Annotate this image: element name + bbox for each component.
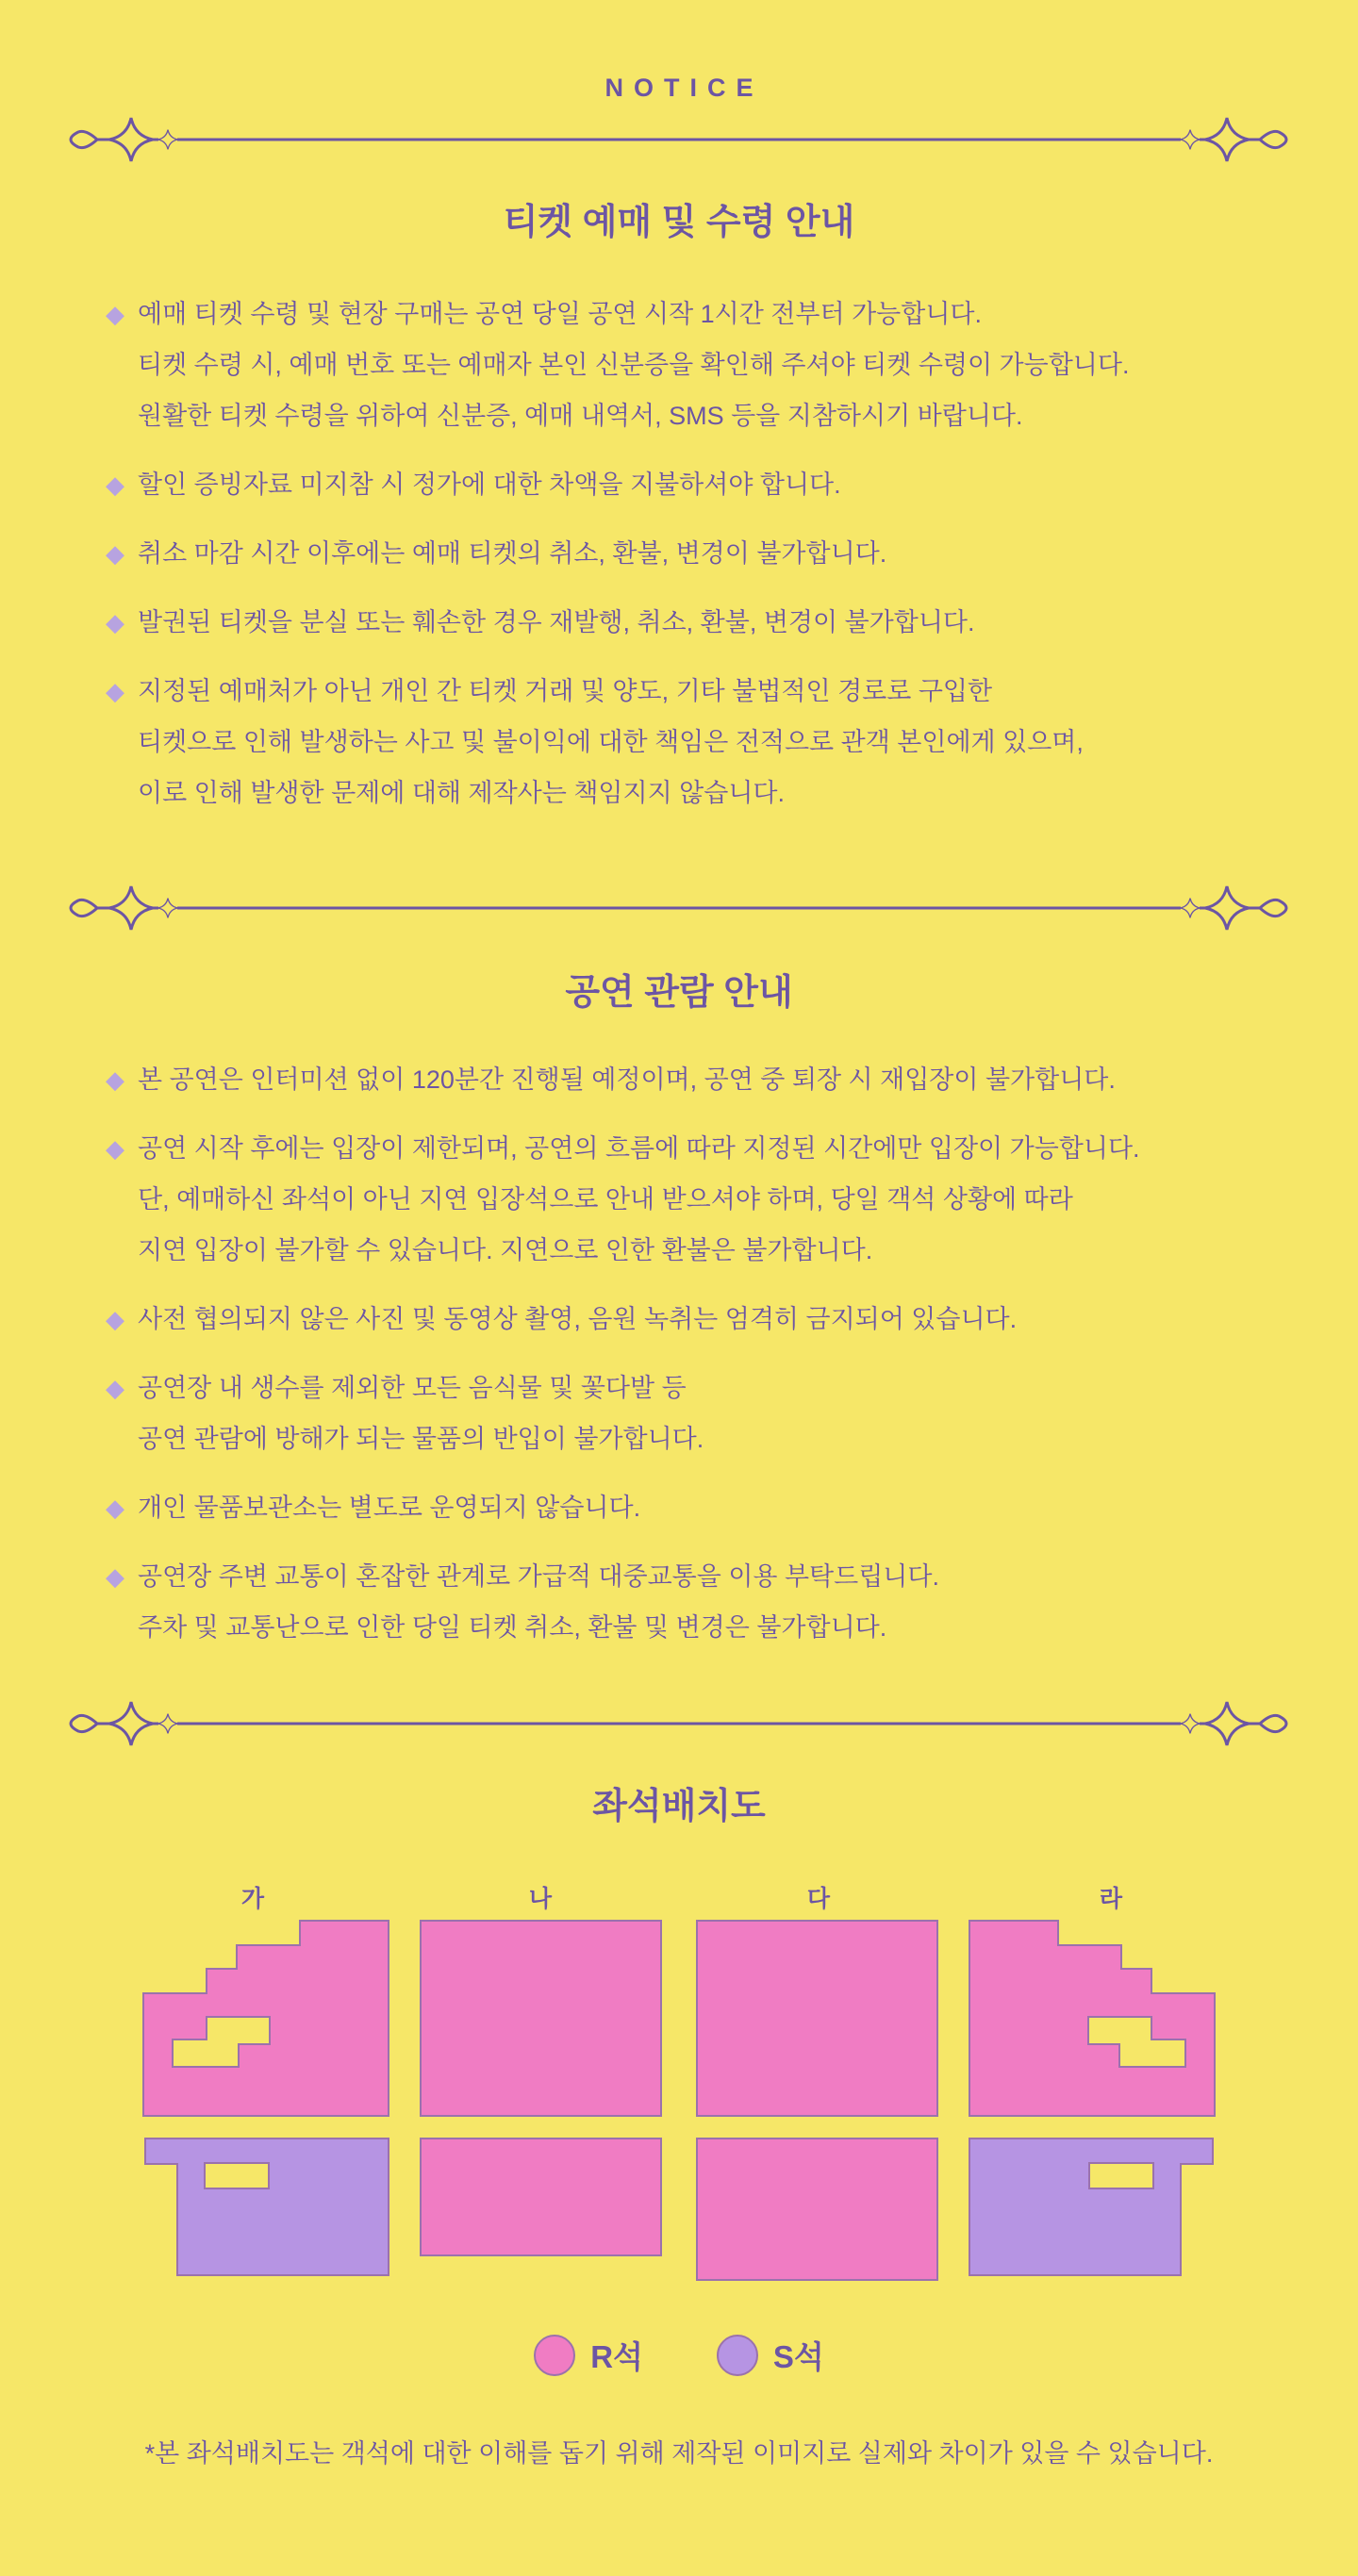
seat-section-label-na: 나 [528, 1886, 553, 1912]
legend-item-r [534, 2333, 643, 2377]
seat-section-label-ra: 라 [1099, 1886, 1123, 1912]
diamond-bullet-icon: ◆ [106, 1374, 124, 1402]
section-title-seatmap: 좌석배치도 [592, 1787, 766, 1826]
legend-label: R석 [590, 2339, 643, 2374]
seat-block-na-upper-r [421, 1921, 661, 2116]
list-item-line: 티켓 수령 시, 예매 번호 또는 예매자 본인 신분증을 확인해 주셔야 티켓 수령이 가능합니다. [138, 351, 1130, 379]
list-item-line: 개인 물품보관소는 별도로 운영되지 않습니다. [138, 1494, 641, 1522]
list-item-line: 사전 협의되지 않은 사진 및 동영상 촬영, 음원 녹취는 엄격히 금지되어 있습니다. [138, 1305, 1018, 1333]
diamond-bullet-icon: ◆ [106, 1305, 124, 1333]
diamond-bullet-icon: ◆ [106, 1065, 124, 1094]
diamond-bullet-icon: ◆ [106, 1494, 124, 1522]
list-item-line: 이로 인해 발생한 문제에 대해 제작사는 책임지지 않습니다. [138, 779, 785, 807]
diamond-bullet-icon: ◆ [106, 471, 124, 499]
list-item [106, 528, 1275, 579]
r-seat-swatch-icon [534, 2335, 575, 2376]
list-item-line: 티켓으로 인해 발생하는 사고 및 불이익에 대한 책임은 전적으로 관객 본인에게 있으며, [138, 728, 1084, 756]
list-item [106, 1482, 1275, 1533]
list-item-line: 원활한 티켓 수령을 위하여 신분증, 예매 내역서, SMS 등을 지참하시기 바랍니다. [138, 402, 1023, 430]
list-item-line: 공연장 내 생수를 제외한 모든 음식물 및 꽃다발 등 [138, 1374, 687, 1402]
seat-block-ra-upper-r [969, 1921, 1215, 2116]
ticket-notice-list [106, 289, 1275, 836]
list-item [106, 1294, 1275, 1345]
seat-block-ga-upper-r [143, 1921, 389, 2116]
diamond-bullet-icon: ◆ [106, 1134, 124, 1163]
seat-section-label-da: 다 [806, 1886, 831, 1912]
list-item [106, 597, 1275, 648]
section-title-viewing: 공연 관람 안내 [565, 973, 793, 1013]
seat-block-na-lower-r [421, 2138, 661, 2255]
list-item-line: 예매 티켓 수령 및 현장 구매는 공연 당일 공연 시작 1시간 전부터 가능합니다. [138, 300, 982, 328]
list-item [106, 1362, 1275, 1464]
seat-block-ra-lower-s [969, 2138, 1213, 2275]
list-item-line: 지정된 예매처가 아닌 개인 간 티켓 거래 및 양도, 기타 불법적인 경로로 구입한 [138, 677, 993, 705]
decorative-divider [0, 1691, 1358, 1757]
section-title-ticket: 티켓 예매 및 수령 안내 [503, 203, 855, 242]
list-item-line: 본 공연은 인터미션 없이 120분간 진행될 예정이며, 공연 중 퇴장 시 재입장이 불가합니다. [138, 1065, 1116, 1094]
seat-map [0, 1867, 1358, 2320]
legend-label: S석 [772, 2339, 824, 2374]
seat-legend [0, 2333, 1358, 2377]
diamond-bullet-icon: ◆ [106, 677, 124, 705]
list-item-line: 공연장 주변 교통이 혼잡한 관계로 가급적 대중교통을 이용 부탁드립니다. [138, 1562, 939, 1591]
diamond-bullet-icon: ◆ [106, 1562, 124, 1591]
list-item-line: 주차 및 교통난으로 인한 당일 티켓 취소, 환불 및 변경은 불가합니다. [138, 1613, 887, 1642]
legend-item-s [717, 2333, 824, 2377]
seatmap-footnote: *본 좌석배치도는 객석에 대한 이해를 돕기 위해 제작된 이미지로 실제와 차이가 있을 수 있습니다. [144, 2439, 1214, 2468]
list-item [106, 666, 1275, 818]
list-item-line: 공연 관람에 방해가 되는 물품의 반입이 불가합니다. [138, 1425, 704, 1453]
list-item [106, 1123, 1275, 1276]
seat-section-label-ga: 가 [240, 1886, 265, 1912]
list-item [106, 459, 1275, 510]
list-item-line: 할인 증빙자료 미지참 시 정가에 대한 차액을 지불하셔야 합니다. [138, 471, 841, 499]
seat-block-da-upper-r [697, 1921, 937, 2116]
list-item-line: 공연 시작 후에는 입장이 제한되며, 공연의 흐름에 따라 지정된 시간에만 입장이 가능합니다. [138, 1134, 1140, 1163]
seat-block-da-lower-r [697, 2138, 937, 2280]
list-item [106, 1551, 1275, 1653]
list-item-line: 발권된 티켓을 분실 또는 훼손한 경우 재발행, 취소, 환불, 변경이 불가합니다. [138, 608, 975, 636]
list-item-line: 취소 마감 시간 이후에는 예매 티켓의 취소, 환불, 변경이 불가합니다. [138, 539, 887, 568]
seat-block-ga-lower-s [145, 2138, 389, 2275]
decorative-divider [0, 107, 1358, 173]
list-item-line: 지연 입장이 불가할 수 있습니다. 지연으로 인한 환불은 불가합니다. [138, 1236, 873, 1264]
s-seat-swatch-icon [717, 2335, 758, 2376]
diamond-bullet-icon: ◆ [106, 539, 124, 568]
list-item-line: 단, 예매하신 좌석이 아닌 지연 입장석으로 안내 받으셔야 하며, 당일 객석 상황에 따라 [138, 1185, 1073, 1214]
diamond-bullet-icon: ◆ [106, 300, 124, 328]
diamond-bullet-icon: ◆ [106, 608, 124, 636]
viewing-notice-list [106, 1054, 1275, 1671]
list-item [106, 289, 1275, 441]
list-item [106, 1054, 1275, 1105]
decorative-divider [0, 875, 1358, 941]
page-title: NOTICE [604, 74, 764, 102]
